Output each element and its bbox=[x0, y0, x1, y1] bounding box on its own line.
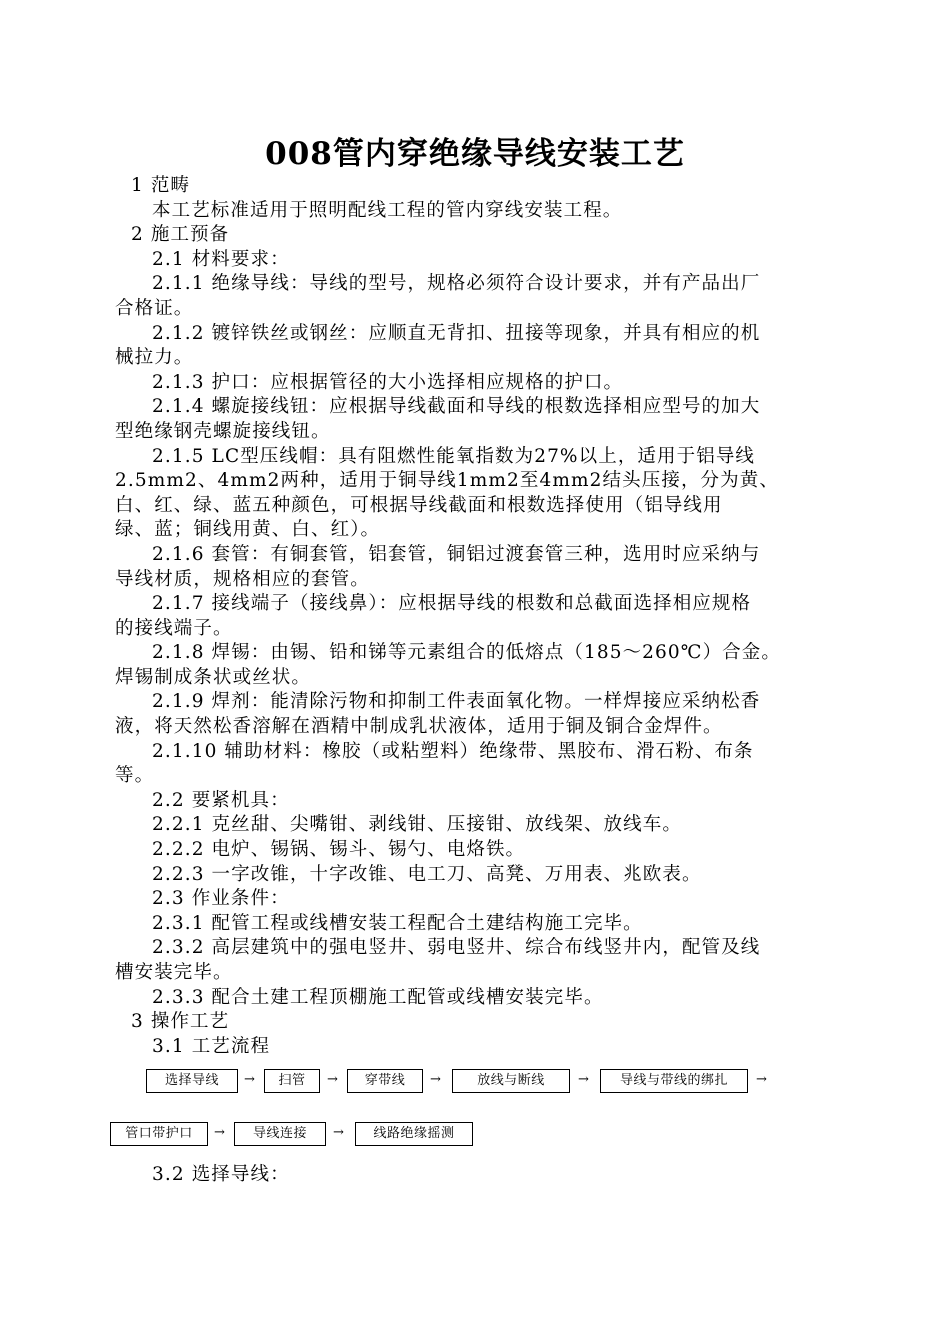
text-line: 合格证。 bbox=[115, 297, 194, 319]
text-line: 2.1.7 接线端子（接线鼻）：应根据导线的根数和总截面选择相应规格 bbox=[152, 593, 752, 615]
text-line: 2.3.3 配合土建工程顶棚施工配管或线槽安装完毕。 bbox=[152, 986, 604, 1008]
text-line: 2 施工预备 bbox=[131, 224, 230, 246]
arrow-icon: → bbox=[244, 1072, 255, 1087]
arrow-icon: → bbox=[214, 1125, 225, 1140]
text-line: 械拉力。 bbox=[115, 347, 194, 369]
text-line: 液，将天然松香溶解在酒精中制成乳状液体，适用于铜及铜合金焊件。 bbox=[115, 716, 723, 738]
text-line: 2.1.5 LC型压线帽：具有阻燃性能氧指数为27%以上，适用于铝导线 bbox=[152, 445, 756, 467]
text-line: 2.3.1 配管工程或线槽安装工程配合土建结构施工完毕。 bbox=[152, 912, 643, 934]
text-line: 等。 bbox=[115, 765, 155, 787]
document-body bbox=[115, 174, 835, 1059]
section-heading: 3.2 选择导线： bbox=[152, 1164, 290, 1185]
text-line: 2.1 材料要求： bbox=[152, 248, 290, 270]
text-line: 型绝缘钢壳螺旋接线钮。 bbox=[115, 420, 331, 442]
text-line: 1 范畴 bbox=[131, 175, 191, 196]
text-line: 3.1 工艺流程 bbox=[152, 1035, 271, 1057]
text-line: 2.3.2 高层建筑中的强电竖井、弱电竖井、综合布线竖井内，配管及线 bbox=[152, 937, 761, 959]
flow-step-wire-connection: 导线连接 bbox=[234, 1122, 326, 1146]
arrow-icon: → bbox=[327, 1072, 338, 1087]
flow-step-thread-band: 穿带线 bbox=[347, 1069, 423, 1093]
flow-step-sweep-pipe: 扫管 bbox=[264, 1069, 320, 1093]
text-line: 导线材质，规格相应的套管。 bbox=[115, 568, 370, 590]
flow-step-binding: 导线与带线的绑扎 bbox=[600, 1069, 748, 1093]
text-line: 本工艺标准适用于照明配线工程的管内穿线安装工程。 bbox=[152, 199, 623, 221]
text-line: 槽安装完毕。 bbox=[115, 962, 233, 983]
text-line: 焊锡制成条状或丝状。 bbox=[115, 666, 312, 688]
text-line: 2.1.10 辅助材料：橡胶（或粘塑料）绝缘带、黑胶布、滑石粉、布条 bbox=[152, 740, 754, 762]
text-line: 2.1.3 护口：应根据管径的大小选择相应规格的护口。 bbox=[152, 371, 624, 393]
text-line: 3 操作工艺 bbox=[131, 1011, 230, 1033]
text-line: 2.5mm2、4mm2两种，适用于铜导线1mm2至4mm2结头压接，分为黄、 bbox=[115, 470, 779, 492]
flow-step-pipe-mouth-guard: 管口带护口 bbox=[110, 1122, 208, 1146]
flow-step-insulation-test: 线路绝缘摇测 bbox=[355, 1122, 473, 1146]
text-line: 2.2.1 克丝甜、尖嘴钳、剥线钳、压接钳、放线架、放线车。 bbox=[152, 814, 682, 836]
text-line: 2.1.1 绝缘导线：导线的型号，规格必须符合设计要求，并有产品出厂 bbox=[152, 273, 761, 295]
text-line: 白、红、绿、蓝五种颜色，可根据导线截面和根数选择使用（铝导线用 bbox=[115, 494, 723, 516]
arrow-icon: → bbox=[578, 1072, 589, 1087]
text-line: 2.2.2 电炉、锡锅、锡斗、锡勺、电烙铁。 bbox=[152, 839, 526, 861]
text-line: 2.1.2 镀锌铁丝或钢丝：应顺直无背扣、扭接等现象，并具有相应的机 bbox=[152, 322, 761, 344]
page-title: 008管内穿绝缘导线安装工艺 bbox=[265, 136, 685, 172]
flow-step-select-wire: 选择导线 bbox=[146, 1069, 238, 1093]
arrow-icon: → bbox=[333, 1125, 344, 1140]
text-line: 2.1.9 焊剂：能清除污物和抑制工件表面氧化物。一样焊接应采纳松香 bbox=[152, 691, 761, 713]
text-line: 2.1.6 套管：有铜套管，铝套管，铜铝过渡套管三种，选用时应采纳与 bbox=[152, 543, 761, 565]
text-line: 2.1.8 焊锡：由锡、铅和锑等元素组合的低熔点（185～260℃）合金。 bbox=[152, 642, 781, 664]
arrow-icon: → bbox=[430, 1072, 441, 1087]
document-body-continued bbox=[115, 1163, 835, 1188]
text-line: 2.2.3 一字改锥，十字改锥、电工刀、高凳、万用表、兆欧表。 bbox=[152, 863, 702, 885]
text-line: 2.3 作业条件： bbox=[152, 888, 290, 910]
text-line: 的接线端子。 bbox=[115, 617, 233, 639]
text-line: 绿、蓝；铜线用黄、白、红）。 bbox=[115, 519, 381, 541]
text-line: 2.1.4 螺旋接线钮：应根据导线截面和导线的根数选择相应型号的加大 bbox=[152, 396, 761, 418]
text-line: 2.2 要紧机具： bbox=[152, 789, 290, 811]
arrow-icon: → bbox=[756, 1072, 767, 1087]
flow-step-pay-out-cut: 放线与断线 bbox=[452, 1069, 570, 1093]
